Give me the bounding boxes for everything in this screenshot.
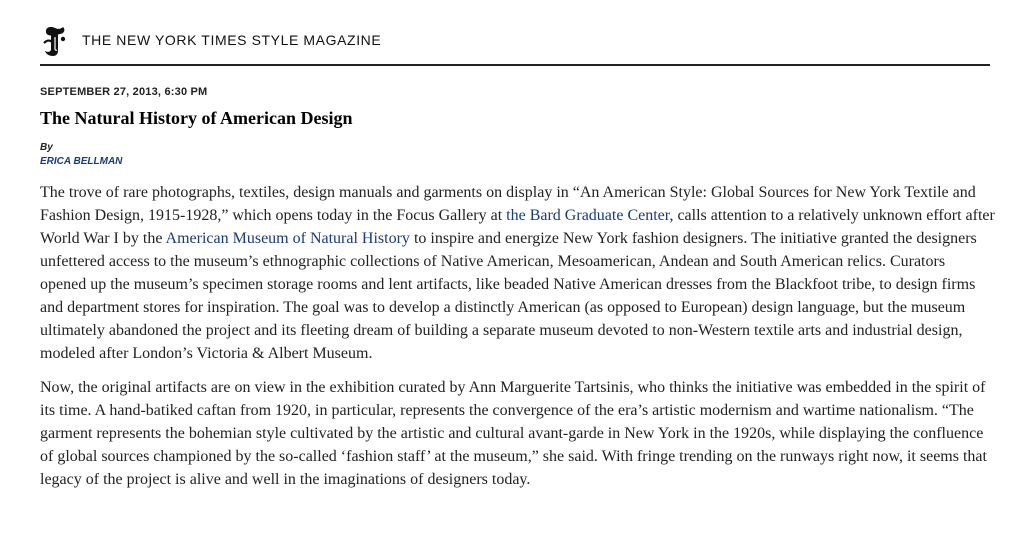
article-dateline: SEPTEMBER 27, 2013, 6:30 PM — [40, 86, 208, 98]
masthead-divider — [40, 64, 990, 66]
bard-graduate-center-link[interactable]: the Bard Graduate Center — [506, 207, 670, 224]
paragraph-1-text-c: to inspire and energize New York fashion designers. The initiative granted the designers unfettered access to the museum’s ethnographic collections of Native American, Mesoamerican, Andean and South American relics. Curators opened up the museum’s specimen storage rooms and lent artifacts, like beaded Native American dresses from the Blackfoot tribe, to design firms and department stores for inspiration. The goal was to develop a distinctly American (as opposed to European) design language, but the museum ultimately abandoned the project and its fleeting dream of building a separate museum devoted to non-Western textile arts and industrial design, modeled after London’s Victoria & Albert Museum. — [40, 230, 977, 362]
paragraph-1 — [40, 181, 995, 365]
article-body — [40, 181, 995, 502]
paragraph-2: Now, the original artifacts are on view in the exhibition curated by Ann Marguerite Tartsinis, who thinks the initiative was embedded in the spirit of its time. A hand-batiked caftan from 1920, in particular, represents the convergence of the era’s artistic modernism and wartime nationalism. “The garment represents the bohemian style cultivated by the artistic and cultural avant-garde in New York in the 1920s, while displaying the confluence of global sources championed by the so-called ‘fashion staff’ at the museum,” she said. With fringe trending on the runways right now, it seems that legacy of the project is alive and well in the imaginations of designers today. — [40, 379, 987, 488]
byline-label: By — [40, 142, 53, 153]
paragraph-1-text-b: , calls attention to a relatively unknown effort after World War I by the — [40, 207, 995, 247]
byline — [40, 141, 122, 169]
masthead — [40, 22, 990, 62]
article-headline: The Natural History of American Design — [40, 108, 353, 128]
paragraph-1-text-a: The trove of rare photographs, textiles, design manuals and garments on display in “An American Style: Global Sources for New York Textile and Fashion Design, 1915-1928,” which opens today in the Focus Gallery at — [40, 184, 976, 224]
publication-title[interactable]: THE NEW YORK TIMES STYLE MAGAZINE — [82, 32, 382, 48]
author-link[interactable]: ERICA BELLMAN — [40, 156, 123, 167]
nyt-t-logo-icon[interactable] — [40, 25, 70, 59]
american-museum-natural-history-link[interactable]: American Museum of Natural History — [165, 230, 410, 247]
